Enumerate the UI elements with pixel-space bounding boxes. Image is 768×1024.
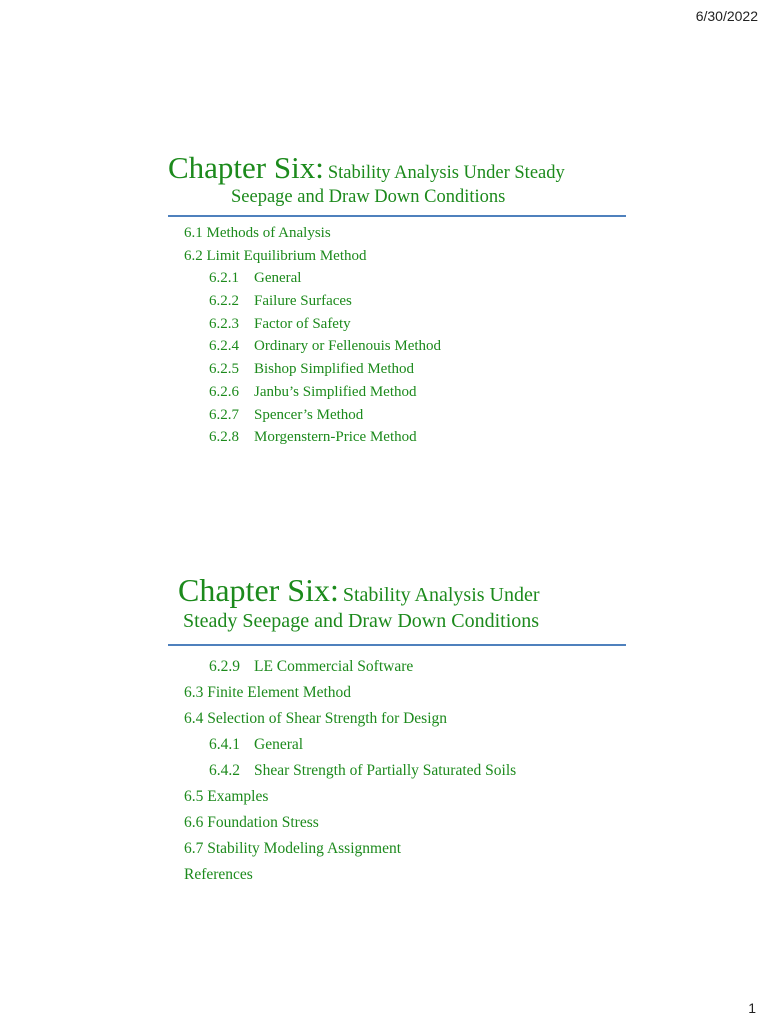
slide-2-title-main: Chapter Six: (178, 572, 339, 608)
toc-item-number: 6.2.4 (209, 338, 239, 355)
toc-item-number: 6.3 (184, 684, 204, 701)
toc-item-number: 6.2.1 (209, 270, 239, 287)
toc-item (0, 680, 516, 706)
slide-1-title-sub-line2: Seepage and Draw Down Conditions (231, 187, 506, 207)
slide-1-title (168, 150, 638, 208)
toc-item-text: Spencer’s Method (254, 406, 364, 423)
toc-item-text: Failure Surfaces (254, 293, 352, 310)
toc-item-text: Stability Modeling Assignment (207, 840, 402, 857)
toc-item-text: Bishop Simplified Method (254, 361, 415, 378)
toc-item-number: 6.4 (184, 710, 204, 727)
toc-item (0, 290, 441, 313)
toc-item-text: General (254, 270, 302, 287)
toc-item-text: Factor of Safety (254, 315, 351, 332)
toc-item-number: 6.2.5 (209, 361, 239, 378)
toc-item-number: 6.5 (184, 788, 204, 805)
toc-item-number: 6.2.7 (209, 406, 239, 423)
toc-item-number: 6.2.8 (209, 429, 239, 446)
toc-item (0, 267, 441, 290)
toc-item-number: 6.1 (184, 225, 203, 241)
toc-item (0, 381, 441, 404)
toc-item (0, 358, 441, 381)
slide-2-title (178, 572, 648, 633)
toc-item (0, 245, 441, 268)
toc-item-text: General (254, 736, 304, 753)
toc-item-number: 6.2.6 (209, 383, 239, 400)
toc-item-text: Methods of Analysis (206, 225, 331, 241)
slide-1-title-rule (168, 215, 626, 217)
toc-item-number: 6.2 (184, 247, 203, 264)
toc-item-text: Examples (207, 788, 269, 805)
slide-1-toc (0, 222, 441, 449)
toc-item-number: 6.4.2 (209, 762, 240, 779)
toc-item-text: LE Commercial Software (254, 658, 414, 675)
toc-item-number: 6.6 (184, 814, 204, 831)
toc-item-number: 6.2.9 (209, 658, 240, 675)
toc-item (0, 784, 516, 810)
toc-item (0, 732, 516, 758)
toc-item-text: Finite Element Method (207, 684, 352, 701)
toc-item-text: Limit Equilibrium Method (206, 247, 367, 264)
toc-item-text: Selection of Shear Strength for Design (207, 710, 448, 727)
toc-item (0, 426, 441, 449)
slide-1-title-sub-line1: Stability Analysis Under Steady (327, 163, 565, 183)
toc-item (0, 706, 516, 732)
toc-item (0, 836, 516, 862)
header-date: 6/30/2022 (695, 8, 758, 24)
slide-2-toc (0, 654, 516, 888)
toc-item-number: 6.4.1 (209, 736, 240, 753)
toc-item (0, 810, 516, 836)
toc-item-text: Ordinary or Fellenouis Method (254, 338, 442, 355)
toc-item (0, 758, 516, 784)
toc-item-number: 6.2.2 (209, 293, 239, 310)
toc-item-text: Foundation Stress (207, 814, 319, 831)
slide-1-title-main: Chapter Six: (168, 150, 324, 185)
toc-item (0, 335, 441, 358)
toc-item-number: 6.7 (184, 840, 204, 857)
toc-item-text: Morgenstern-Price Method (254, 429, 417, 446)
toc-item-text: Shear Strength of Partially Saturated Soils (254, 762, 517, 779)
toc-item (0, 222, 441, 245)
slide-2-title-sub-line1: Stability Analysis Under (342, 584, 540, 606)
toc-item-text: Janbu’s Simplified Method (254, 383, 417, 400)
toc-item (0, 862, 516, 888)
slide-2-title-sub-line2: Steady Seepage and Draw Down Conditions (183, 610, 540, 632)
toc-item-text: References (184, 866, 253, 883)
toc-item (0, 654, 516, 680)
toc-item (0, 313, 441, 336)
page-number: 1 (748, 1000, 756, 1016)
toc-item (0, 404, 441, 427)
slide-2-title-rule (168, 644, 626, 646)
toc-item-number: 6.2.3 (209, 315, 239, 332)
